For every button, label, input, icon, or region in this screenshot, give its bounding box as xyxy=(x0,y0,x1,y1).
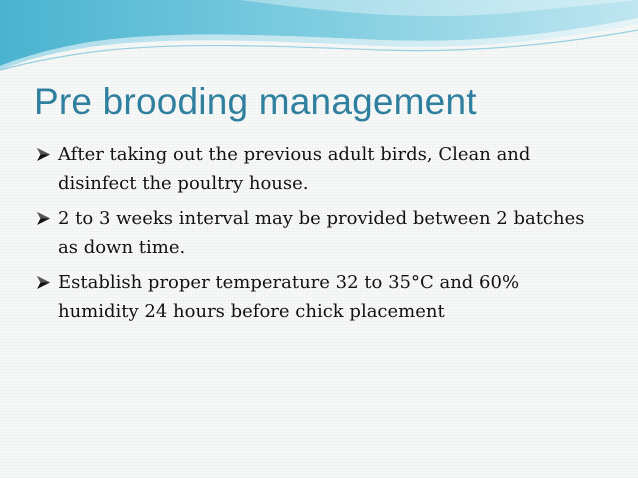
arrowhead-bullet-icon xyxy=(36,275,51,290)
slide-title: Pre brooding management xyxy=(34,81,477,122)
bullet-text: Establish proper temperature 32 to 35°C and 60% humidity 24 hours before chick placement xyxy=(58,272,520,322)
header-wave-decoration xyxy=(0,0,638,80)
bullet-text: After taking out the previous adult birds, Clean and disinfect the poultry house. xyxy=(58,144,531,194)
bullet-item xyxy=(34,140,604,198)
bullet-item xyxy=(34,268,604,326)
arrowhead-bullet-icon xyxy=(36,211,51,226)
arrowhead-bullet-icon xyxy=(36,147,51,162)
bullet-list xyxy=(34,140,604,332)
bullet-text: 2 to 3 weeks interval may be provided between 2 batches as down time. xyxy=(58,208,585,258)
bullet-item xyxy=(34,204,604,262)
